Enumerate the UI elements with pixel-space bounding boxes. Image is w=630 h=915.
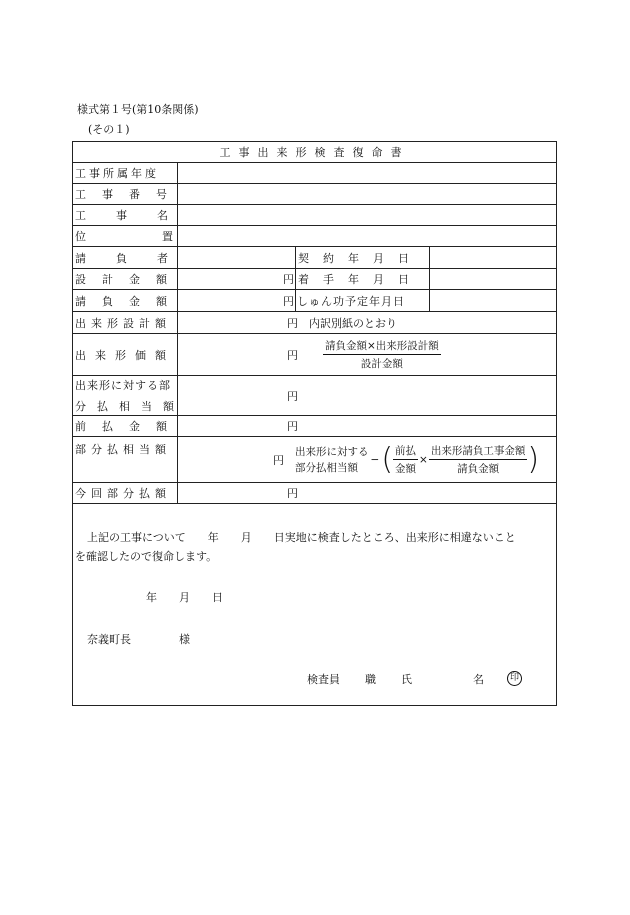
formula-advance-a: 前払 [393,443,418,460]
label-completion-date: しゅん功予定年月日 [297,294,405,308]
formula-partial-denominator: 請負金額 [457,463,500,475]
statement-line-2: を確認したので復命します。 [75,550,218,563]
formula-minus: − [370,453,380,466]
title-row [73,142,556,163]
formula-partial-numerator: 出来形請負工事金額 [429,443,528,460]
yen-partial-equivalent: 円 [287,389,298,403]
label-partial-equivalent: 出来形に対する部 分払相当額 [75,379,185,413]
row-completed-value [73,334,556,376]
honorific: 様 [179,633,190,646]
seal-icon: 印 [507,671,522,686]
row-advance [73,416,556,437]
label-fiscal-year: 工事所属年度 [75,167,159,180]
row-fiscal-year [73,163,556,184]
label-contractor: 請負者 [75,251,198,265]
statement-line-1: 上記の工事について 年 月 日実地に検査したところ、出来形に相違ないこと [87,531,516,544]
row-this-payment [73,483,556,504]
formula-completed-value [323,334,441,375]
label-advance: 前払金額 [75,420,183,433]
row-completed-design [73,312,556,334]
label-this-payment: 今回部分払額 [75,487,171,500]
form-number: 様式第１号(第10条関係) [77,103,199,116]
yen-design-amount: 円 [283,273,294,286]
row-number [73,184,556,205]
row-name [73,205,556,226]
label-design-amount: 設計金額 [75,273,183,286]
label-location: 位置 [75,230,249,243]
label-contract-amount: 請負金額 [75,294,183,308]
label-number: 工事番号 [75,188,183,201]
formula-numerator: 請負金額×出来形設計額 [323,338,441,355]
yen-completed-value: 円 [287,348,298,362]
formula-partial-payment [295,437,539,482]
label-contract-date: 契約年月日 [298,251,423,265]
row-contract-amount [73,290,556,312]
addressee: 奈義町長 [87,633,131,646]
formula-left-b: 部分払相当額 [295,461,358,474]
date-line: 年 月 日 [146,591,223,604]
yen-advance: 円 [287,420,298,433]
formula-left-a: 出来形に対する [295,445,369,458]
row-contractor [73,247,556,269]
row-design-amount [73,269,556,290]
right-paren-icon: ) [527,441,540,477]
inspector-role: 検査員 [307,673,340,686]
formula-times: × [419,453,428,466]
yen-this-payment: 円 [287,487,298,500]
row-location [73,226,556,247]
form-subtitle: (その１) [88,123,130,136]
formula-denominator: 設計金額 [360,358,403,370]
label-name: 工事名 [75,209,198,222]
form-title: 工事出来形検査復命書 [219,146,410,159]
seal-mark [505,670,522,686]
inspector-post: 職 [365,673,376,686]
row-partial-payment [73,437,556,483]
formula-advance-b: 金額 [395,463,417,475]
inspection-report-form [72,141,557,706]
yen-partial-payment: 円 [273,453,284,467]
breakdown-note: 内訳別紙のとおり [309,316,397,330]
label-partial-payment: 部分払相当額 [75,443,171,456]
left-paren-icon: ( [381,441,394,477]
inspector-surname: 氏 [401,673,412,686]
yen-contract-amount: 円 [283,294,294,308]
inspector-name: 名 [473,673,484,686]
label-completed-design: 出来形設計額 [75,316,171,330]
row-partial-equivalent [73,376,556,416]
yen-completed-design: 円 [287,316,298,330]
label-start-date: 着手年月日 [298,273,423,286]
label-completed-value: 出来形価額 [75,348,175,362]
